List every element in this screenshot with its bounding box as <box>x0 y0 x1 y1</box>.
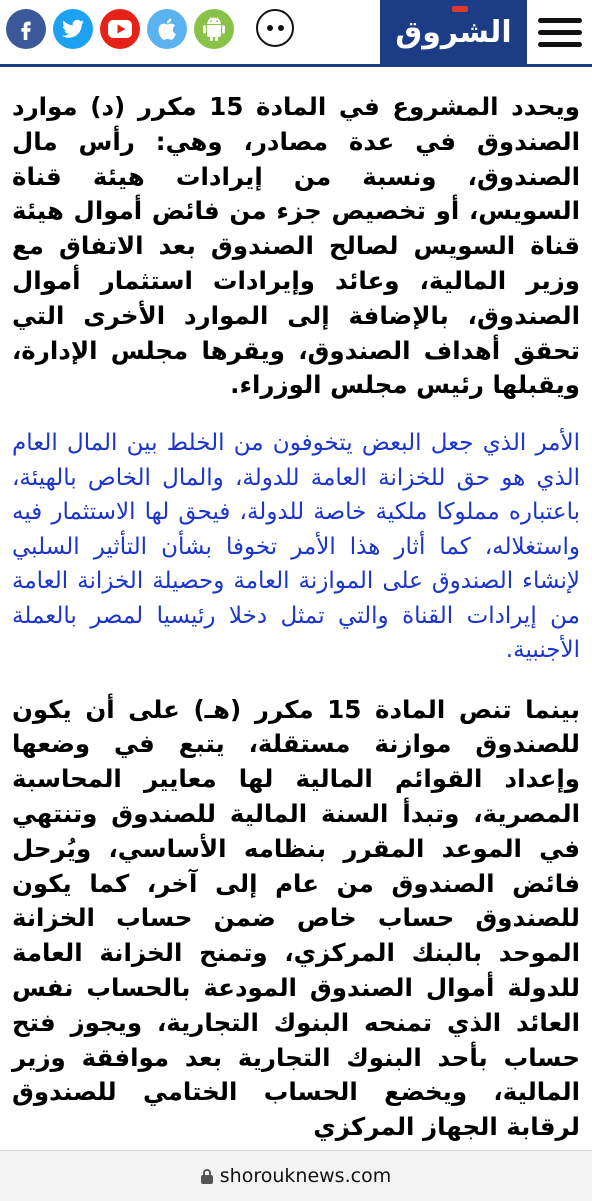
article-highlight-paragraph: الأمر الذي جعل البعض يتخوفون من الخلط بين المال العام الذي هو حق للخزانة العامة للدولة، والمال الخاص بالهيئة، باعتباره مملوكا ملكية خاصة للدولة، فيحق لها الاستثمار فيه واستغلاله، كما أثار هذا الأمر تخوفا بشأن التأثير السلبي لإنشاء الصندوق على الموازنة العامة وحصيلة الخزانة العامة من إيرادات القناة والتي تمثل دخلا رئيسيا لمصر بالعملة الأجنبية. <box>12 430 580 664</box>
apple-icon[interactable] <box>147 9 187 49</box>
article-body <box>0 68 592 1158</box>
lock-icon <box>201 1169 213 1183</box>
logo-accent <box>452 6 468 12</box>
social-links <box>6 9 241 51</box>
article-paragraph: ويحدد المشروع في المادة 15 مكرر (د) موارد الصندوق في عدة مصادر، وهي: رأس مال الصندوق، ونسبة من إيرادات هيئة قناة السويس، أو تخصيص جزء من فائض أموال هيئة قناة السويس لصالح الصندوق بعد الاتفاق مع وزير المالية، وعائد وإيرادات استثمار أموال الصندوق، بالإضافة إلى الموارد الأخرى التي تحقق أهداف الصندوق، ويقرها مجلس الإدارة، ويقبلها رئيس مجلس الوزراء. <box>12 92 580 400</box>
facebook-icon[interactable] <box>6 9 46 49</box>
hamburger-menu-icon[interactable] <box>527 0 592 64</box>
more-options-icon[interactable] <box>256 9 294 47</box>
android-icon[interactable] <box>194 9 234 49</box>
site-logo[interactable] <box>380 0 527 64</box>
twitter-icon[interactable] <box>53 9 93 49</box>
url-text: shorouknews.com <box>219 1165 392 1187</box>
logo-text: الشروق <box>395 14 512 50</box>
browser-address-bar[interactable] <box>0 1150 592 1201</box>
site-header <box>0 0 592 67</box>
article-paragraph: بينما تنص المادة 15 مكرر (هـ) على أن يكون للصندوق موازنة مستقلة، يتبع في وضعها وإعداد القوائم المالية لها معايير المحاسبة المصرية، وتبدأ السنة المالية للصندوق وتنتهي في الموعد المقرر بنظامه الأساسي، ويُرحل فائض الصندوق من عام إلى آخر، كما يكون للصندوق حساب خاص ضمن حساب الخزانة الموحد بالبنك المركزي، وتمنح الخزانة العامة للدولة أموال الصندوق المودعة بالحساب نفس العائد الذي تمنحه البنوك التجارية، ويجوز فتح حساب بأحد البنوك التجارية بعد موافقة وزير المالية، ويخضع الحساب الختامي للصندوق لرقابة الجهاز المركزي <box>12 694 580 1142</box>
youtube-icon[interactable] <box>100 9 140 49</box>
